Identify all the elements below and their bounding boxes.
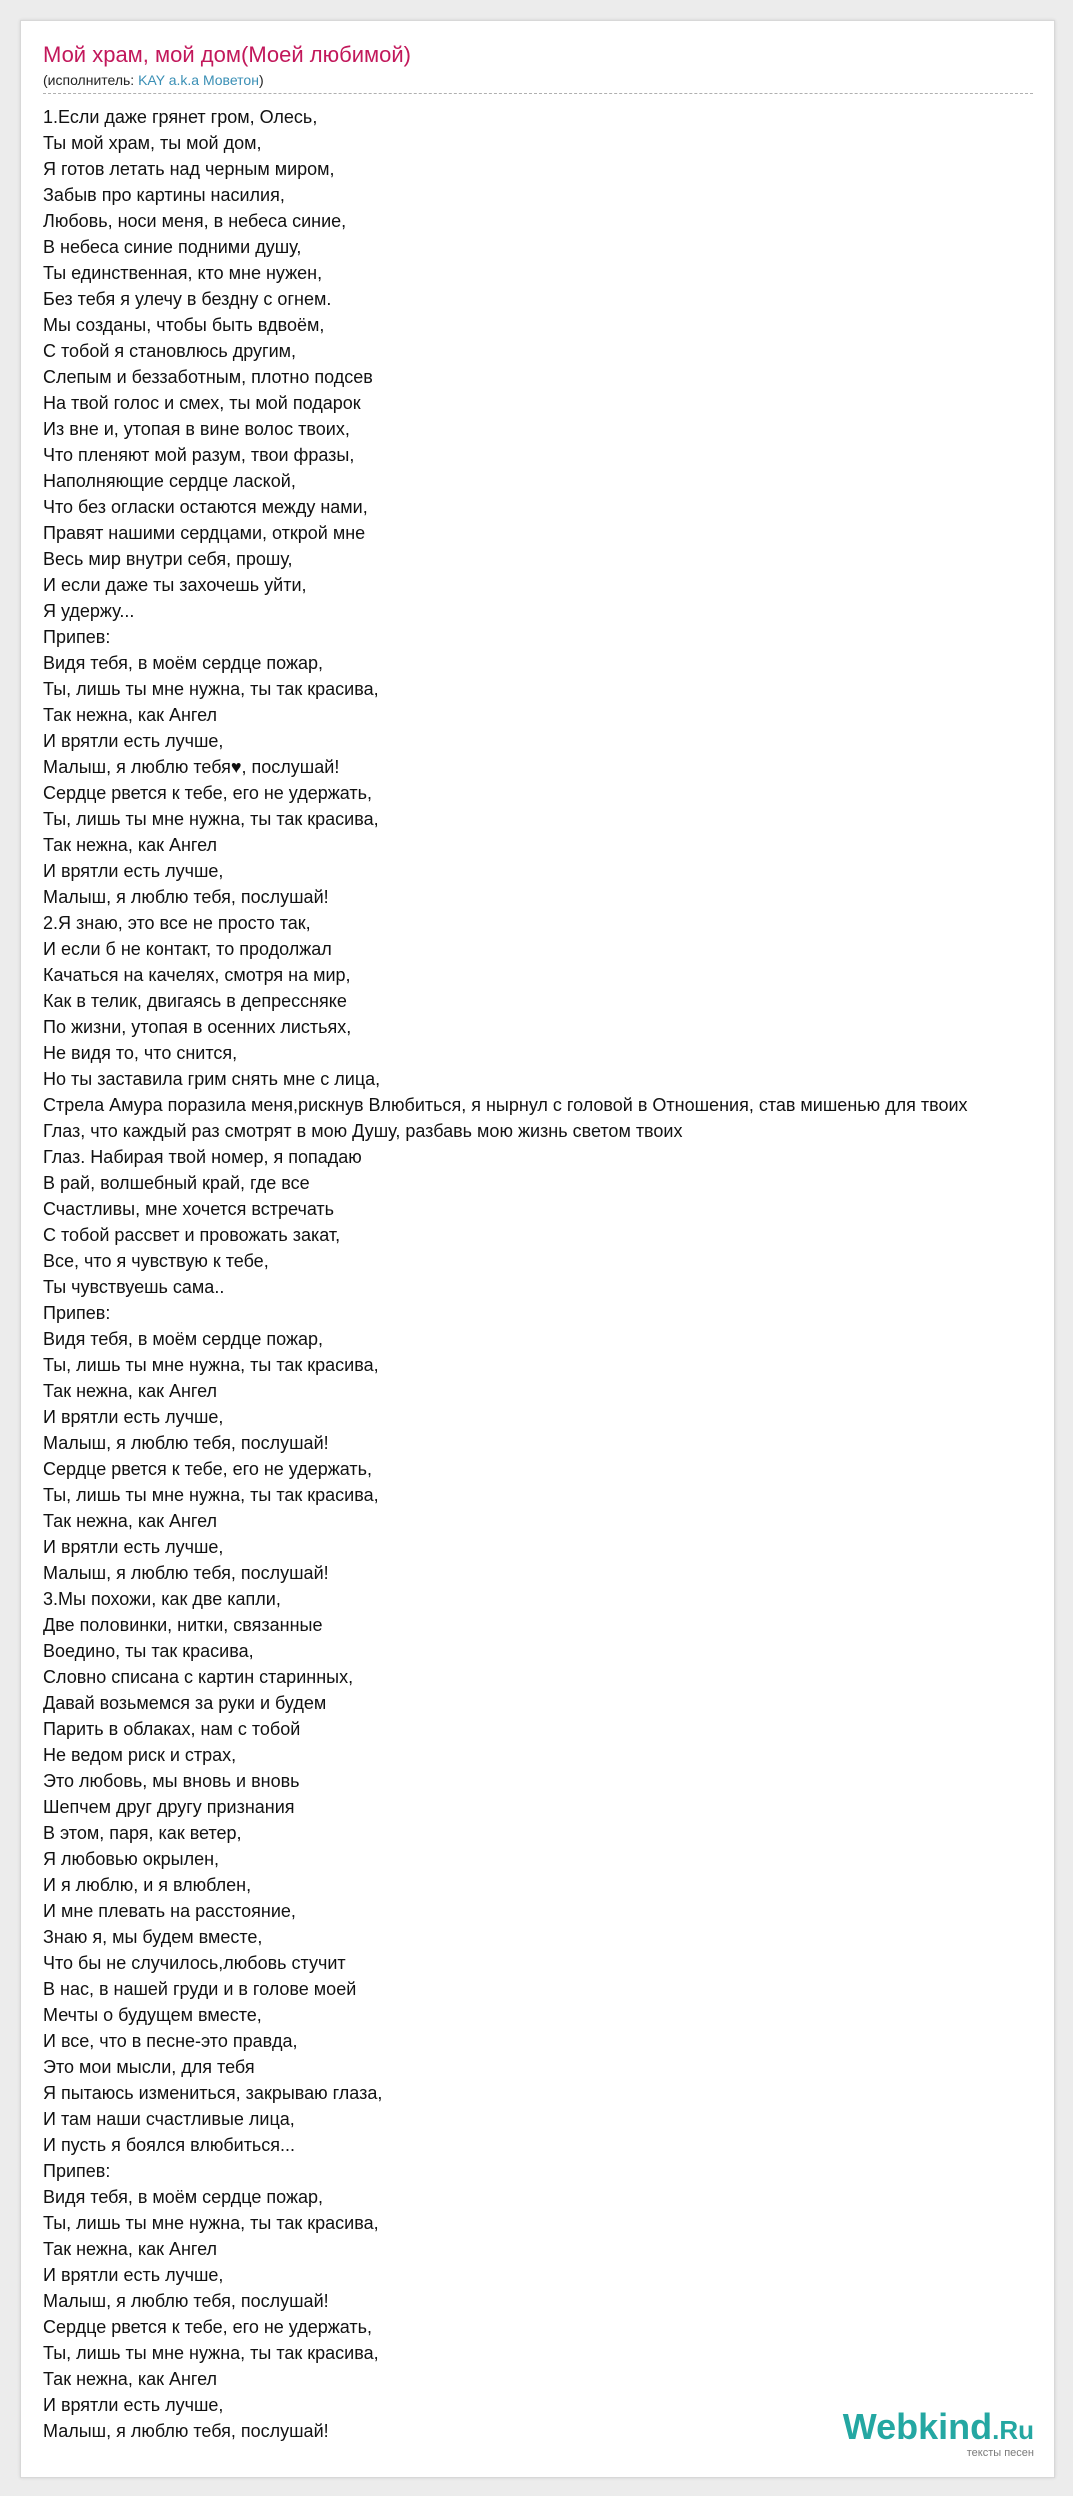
lyric-line: Видя тебя, в моём сердце пожар, [43, 653, 324, 673]
lyric-line: Я удержу... [43, 601, 135, 621]
lyric-line: И если даже ты захочешь уйти, [43, 575, 307, 595]
lyric-line: Я любовью окрылен, [43, 1849, 220, 1869]
lyric-line: Наполняющие сердце лаской, [43, 471, 296, 491]
lyric-line: И там наши счастливые лица, [43, 2109, 295, 2129]
lyric-line: Я пытаюсь измениться, закрываю глаза, [43, 2083, 383, 2103]
lyric-line: Так нежна, как Ангел [43, 1511, 218, 1531]
lyric-line: Без тебя я улечу в бездну с огнем. [43, 289, 332, 309]
lyric-line: Ты, лишь ты мне нужна, ты так красива, [43, 1485, 379, 1505]
lyric-line: И мне плевать на расстояние, [43, 1901, 296, 1921]
logo-tld: .Ru [992, 2415, 1034, 2445]
lyric-line: Ты мой храм, ты мой дом, [43, 133, 262, 153]
logo-wordmark [843, 2408, 1034, 2449]
lyric-line: Глаз. Набирая твой номер, я попадаю [43, 1147, 362, 1167]
lyric-line: По жизни, утопая в осенних листьях, [43, 1017, 352, 1037]
lyric-line: И все, что в песне-это правда, [43, 2031, 298, 2051]
lyric-line: Качаться на качелях, смотря на мир, [43, 965, 351, 985]
lyric-line: Припев: [43, 2161, 111, 2181]
lyric-line: В небеса синие подними душу, [43, 237, 302, 257]
logo-brand: Webkind [842, 2406, 993, 2447]
lyric-line: Не видя то, что снится, [43, 1043, 238, 1063]
header-divider [43, 93, 1033, 94]
lyric-line: Но ты заставила грим снять мне с лица, [43, 1069, 381, 1089]
lyric-line: И врятли есть лучше, [43, 1537, 224, 1557]
lyric-line: Так нежна, как Ангел [43, 2369, 218, 2389]
lyric-line: В рай, волшебный край, где все [43, 1173, 310, 1193]
lyric-line: Ты, лишь ты мне нужна, ты так красива, [43, 1355, 379, 1375]
lyric-line: Малыш, я люблю тебя, послушай! [43, 2421, 329, 2441]
lyric-line: Стрела Амура поразила меня,рискнув Влюбиться, я нырнул с головой в Отношения, став мишенью для твоих [43, 1095, 968, 1115]
lyric-line: Счастливы, мне хочется встречать [43, 1199, 335, 1219]
lyric-line: Малыш, я люблю тебя, послушай! [43, 1433, 329, 1453]
lyric-line: Две половинки, нитки, связанные [43, 1615, 323, 1635]
lyric-line: И врятли есть лучше, [43, 731, 224, 751]
lyric-line: И я люблю, и я влюблен, [43, 1875, 252, 1895]
lyric-line: Видя тебя, в моём сердце пожар, [43, 1329, 324, 1349]
lyric-line: Мечты о будущем вместе, [43, 2005, 262, 2025]
lyric-line: Давай возьмемся за руки и будем [43, 1693, 327, 1713]
lyric-line: И врятли есть лучше, [43, 2265, 224, 2285]
lyric-line: Не ведом риск и страх, [43, 1745, 237, 1765]
lyric-line: Малыш, я люблю тебя, послушай! [43, 2291, 329, 2311]
lyric-line: Забыв про картины насилия, [43, 185, 285, 205]
lyric-line: Так нежна, как Ангел [43, 2239, 218, 2259]
lyric-line: Знаю я, мы будем вместе, [43, 1927, 263, 1947]
artist-line [43, 71, 264, 89]
lyric-line: И врятли есть лучше, [43, 861, 224, 881]
lyric-line: Слепым и беззаботным, плотно подсев [43, 367, 373, 387]
artist-suffix: ) [258, 72, 264, 88]
lyric-line: Парить в облаках, нам с тобой [43, 1719, 301, 1739]
lyric-line: И пусть я боялся влюбиться... [43, 2135, 296, 2155]
artist-link[interactable]: KAY a.k.a Моветон [138, 72, 259, 88]
lyric-line: Мы созданы, чтобы быть вдвоём, [43, 315, 325, 335]
lyric-line: Припев: [43, 1303, 111, 1323]
lyric-line: Любовь, носи меня, в небеса синие, [43, 211, 347, 231]
lyric-line: 1.Если даже грянет гром, Олесь, [43, 107, 318, 127]
lyric-line: Ты, лишь ты мне нужна, ты так красива, [43, 679, 379, 699]
lyric-line: Ты, лишь ты мне нужна, ты так красива, [43, 2343, 379, 2363]
lyric-line: 2.Я знаю, это все не просто так, [43, 913, 311, 933]
lyric-line: Видя тебя, в моём сердце пожар, [43, 2187, 324, 2207]
lyric-line: Ты, лишь ты мне нужна, ты так красива, [43, 809, 379, 829]
lyric-line: Это любовь, мы вновь и вновь [43, 1771, 300, 1791]
lyric-line: Так нежна, как Ангел [43, 705, 218, 725]
lyric-line: В этом, паря, как ветер, [43, 1823, 242, 1843]
lyric-line: Глаз, что каждый раз смотрят в мою Душу, разбавь мою жизнь светом твоих [43, 1121, 683, 1141]
lyric-line: Шепчем друг другу признания [43, 1797, 295, 1817]
lyric-line: И врятли есть лучше, [43, 1407, 224, 1427]
song-title: Мой храм, мой дом(Моей любимой) [43, 42, 411, 67]
lyric-line: Ты, лишь ты мне нужна, ты так красива, [43, 2213, 379, 2233]
lyric-line: Что пленяют мой разум, твои фразы, [43, 445, 355, 465]
lyric-line: В нас, в нашей груди и в голове моей [43, 1979, 357, 1999]
lyric-line: 3.Мы похожи, как две капли, [43, 1589, 281, 1609]
lyric-line: Все, что я чувствую к тебе, [43, 1251, 269, 1271]
lyric-line: Малыш, я люблю тебя, послушай! [43, 887, 329, 907]
lyric-line: И если б не контакт, то продолжал [43, 939, 332, 959]
lyric-line: Так нежна, как Ангел [43, 835, 218, 855]
logo-tagline: тексты песен [966, 2447, 1034, 2459]
lyric-line: Правят нашими сердцами, открой мне [43, 523, 366, 543]
lyric-line: Так нежна, как Ангел [43, 1381, 218, 1401]
lyric-line: На твой голос и смех, ты мой подарок [43, 393, 361, 413]
lyrics-text [43, 104, 1055, 2444]
lyric-line: Ты единственная, кто мне нужен, [43, 263, 323, 283]
lyric-line: Сердце рвется к тебе, его не удержать, [43, 783, 373, 803]
lyric-line: Что без огласки остаются между нами, [43, 497, 368, 517]
lyric-line: С тобой рассвет и провожать закат, [43, 1225, 341, 1245]
lyric-line: Малыш, я люблю тебя♥, послушай! [43, 757, 340, 777]
lyric-line: Весь мир внутри себя, прошу, [43, 549, 293, 569]
lyrics-card [20, 20, 1055, 2478]
artist-prefix: (исполнитель: [43, 72, 139, 88]
site-logo[interactable] [843, 2408, 1034, 2459]
lyric-line: Словно списана с картин старинных, [43, 1667, 354, 1687]
lyric-line: Припев: [43, 627, 111, 647]
lyric-line: Как в телик, двигаясь в депрессняке [43, 991, 347, 1011]
lyric-line: Это мои мысли, для тебя [43, 2057, 255, 2077]
lyric-line: Воедино, ты так красива, [43, 1641, 254, 1661]
lyric-line: Сердце рвется к тебе, его не удержать, [43, 2317, 373, 2337]
lyric-line: Ты чувствуешь сама.. [43, 1277, 225, 1297]
lyric-line: Что бы не случилось,любовь стучит [43, 1953, 346, 1973]
lyric-line: Малыш, я люблю тебя, послушай! [43, 1563, 329, 1583]
lyric-line: Из вне и, утопая в вине волос твоих, [43, 419, 350, 439]
lyric-line: И врятли есть лучше, [43, 2395, 224, 2415]
lyric-line: С тобой я становлюсь другим, [43, 341, 297, 361]
lyric-line: Я готов летать над черным миром, [43, 159, 335, 179]
lyric-line: Сердце рвется к тебе, его не удержать, [43, 1459, 373, 1479]
